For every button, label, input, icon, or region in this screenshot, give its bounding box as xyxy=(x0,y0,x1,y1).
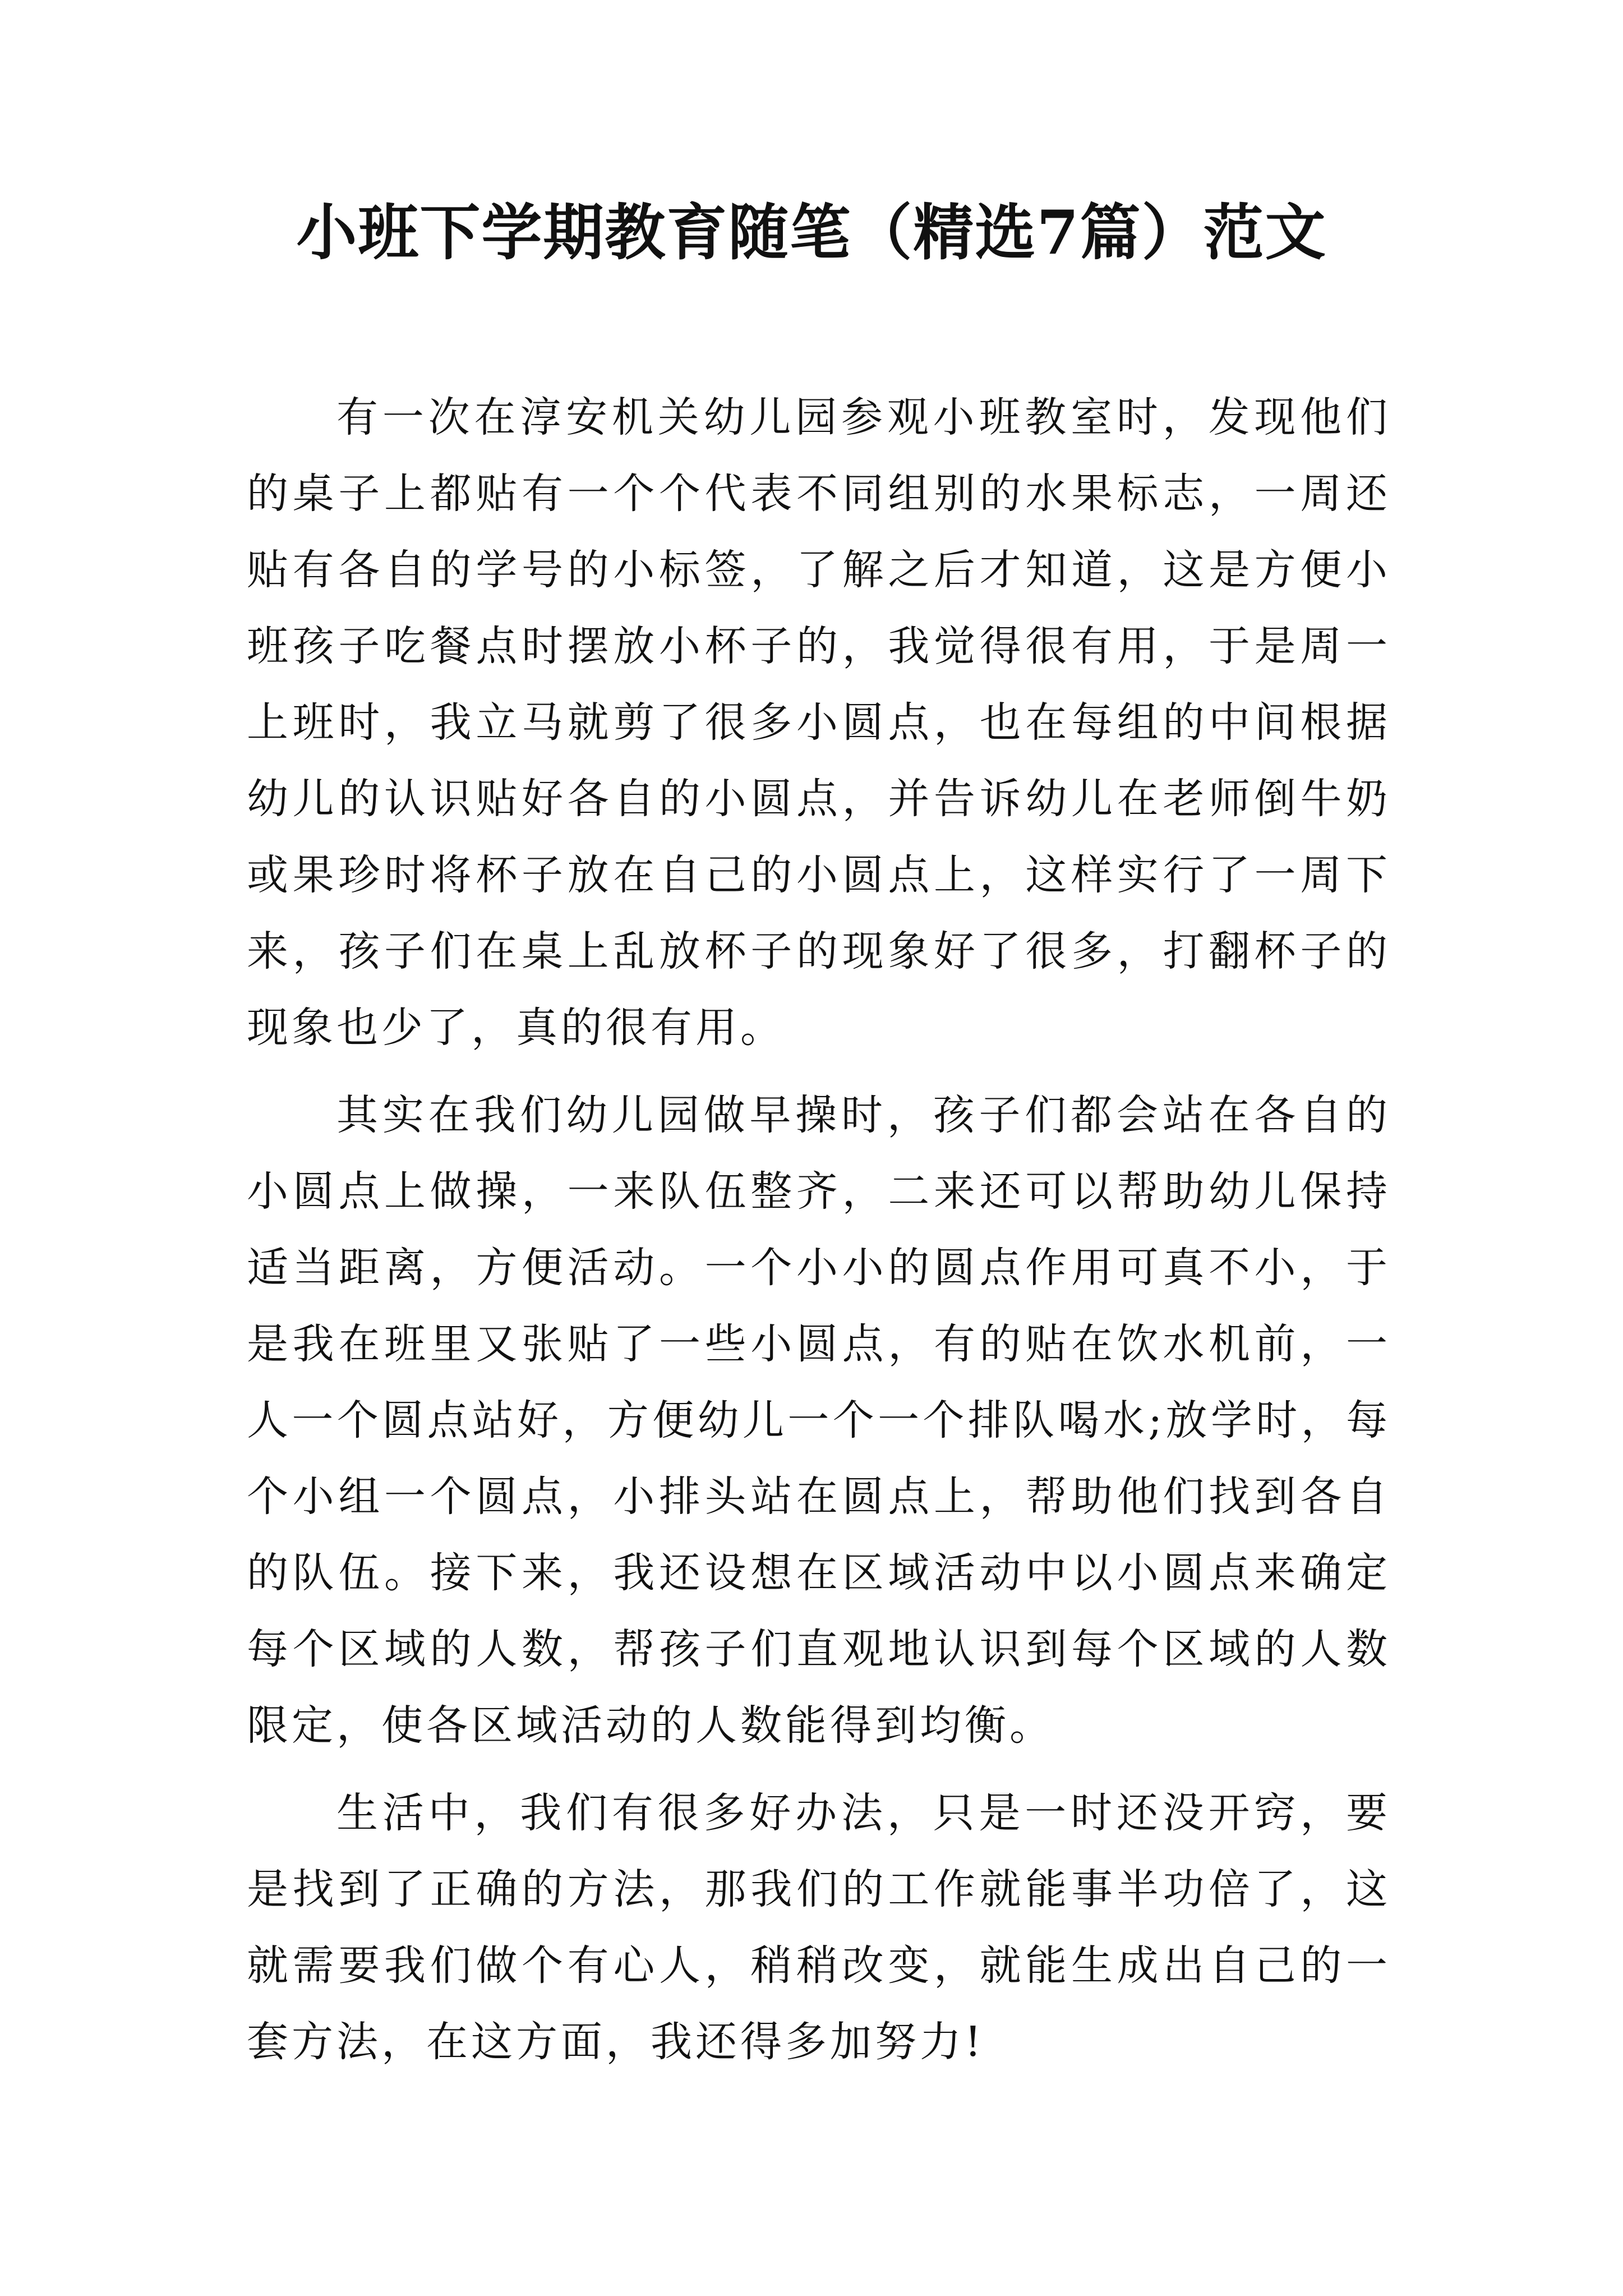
paragraph-1: 有一次在淳安机关幼儿园参观小班教室时，发现他们的桌子上都贴有一个个代表不同组别的水果标志，一周还贴有各自的学号的小标签，了解之后才知道，这是方便小班孩子吃餐点时摆放小杯子的，我觉得很有用，于是周一上班时，我立马就剪了很多小圆点，也在每组的中间根据幼儿的认识贴好各自的小圆点，并告诉幼儿在老师倒牛奶或果珍时将杯子放在自己的小圆点上，这样实行了一周下来，孩子们在桌上乱放杯子的现象好了很多，打翻杯子的现象也少了，真的很有用。 xyxy=(247,393,1391,1052)
paragraph-3: 生活中，我们有很多好办法，只是一时还没开窍，要是找到了正确的方法，那我们的工作就能事半功倍了，这就需要我们做个有心人，稍稍改变，就能生成出自己的一套方法，在这方面，我还得多加努力! xyxy=(247,1789,1391,2066)
paragraph-2: 其实在我们幼儿园做早操时，孩子们都会站在各自的小圆点上做操，一来队伍整齐，二来还可以帮助幼儿保持适当距离，方便活动。一个小小的圆点作用可真不小，于是我在班里又张贴了一些小圆点，有的贴在饮水机前，一人一个圆点站好，方便幼儿一个一个排队喝水;放学时，每个小组一个圆点，小排头站在圆点上，帮助他们找到各自的队伍。接下来，我还设想在区域活动中以小圆点来确定每个区域的人数，帮孩子们直观地认识到每个区域的人数限定，使各区域活动的人数能得到均衡。 xyxy=(247,1091,1391,1750)
document-title: 小班下学期教育随笔（精选7篇）范文 xyxy=(296,197,1327,268)
document-body xyxy=(247,379,1391,2091)
